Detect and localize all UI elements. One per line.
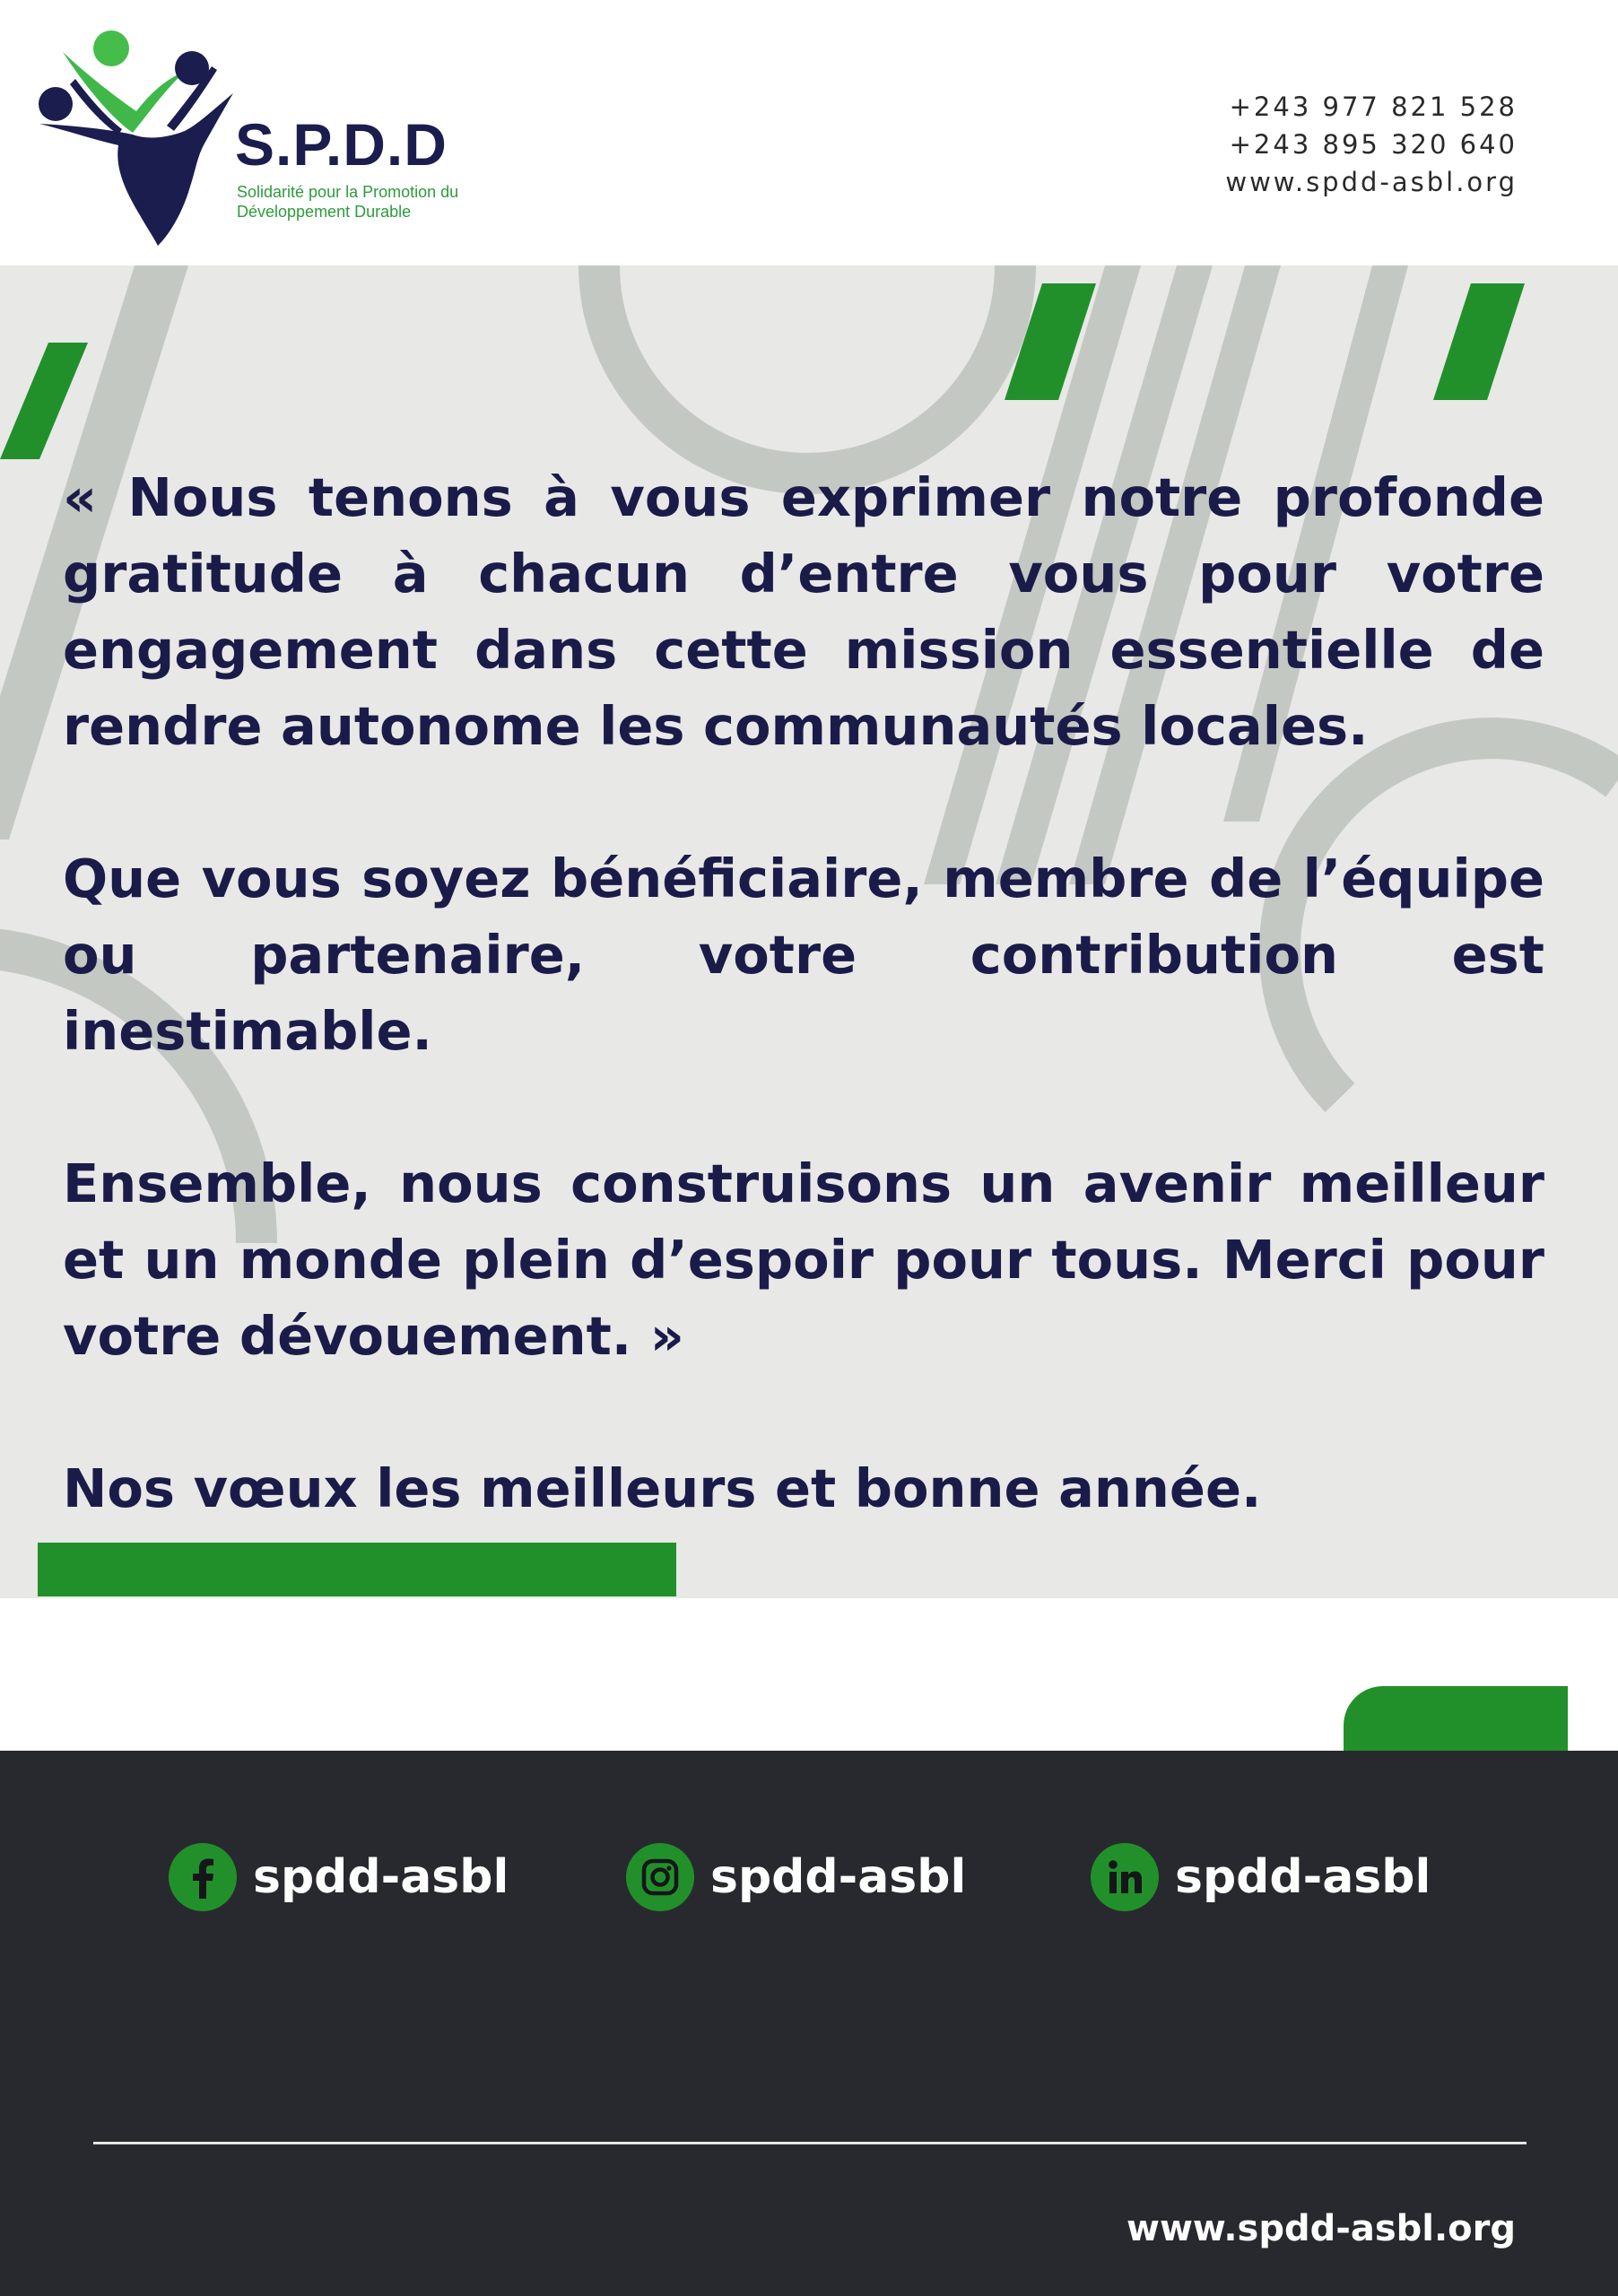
footer-divider (93, 2142, 1527, 2144)
message-panel (0, 265, 1618, 1598)
contact-block (1225, 88, 1518, 201)
social-link-facebook[interactable] (169, 1842, 509, 1912)
social-link-instagram[interactable] (626, 1842, 966, 1912)
message-body (63, 459, 1544, 1526)
logo-subtitle-line-2: Développement Durable (237, 203, 412, 221)
spdd-logo (32, 25, 459, 249)
facebook-icon (169, 1843, 237, 1911)
header-website-link[interactable]: www.spdd-asbl.org (1225, 167, 1518, 197)
green-corner-tab (1344, 1686, 1568, 1752)
phone-number-2[interactable]: +243 895 320 640 (1229, 129, 1518, 160)
instagram-icon (626, 1843, 694, 1911)
message-paragraph-2: Que vous soyez bénéficiaire, membre de l’équipe ou partenaire, votre contribution est inestimable. (63, 848, 1544, 1062)
facebook-handle: spdd-asbl (253, 1850, 509, 1904)
logo-title: S.P.D.D (235, 111, 448, 178)
green-accent-bar (38, 1543, 676, 1596)
message-paragraph-1: « Nous tenons à vous exprimer notre profonde gratitude à chacun d’entre vous pour votre engagement dans cette mission essentielle de rendre autonome les communautés locales. (63, 466, 1544, 757)
header (0, 0, 1618, 265)
phone-number-1[interactable]: +243 977 821 528 (1229, 91, 1518, 122)
footer (0, 1751, 1618, 2296)
logo-subtitle (237, 182, 470, 222)
africa-people-logo-icon (32, 25, 239, 249)
closing-greeting: Nos vœux les meilleurs et bonne année. (63, 1457, 1262, 1519)
message-paragraph-3: Ensemble, nous construisons un avenir meilleur et un monde plein d’espoir pour tous. Merci pour votre dévouement. » (63, 1152, 1544, 1367)
linkedin-icon (1091, 1843, 1159, 1911)
footer-website-link[interactable]: www.spdd-asbl.org (1127, 2208, 1516, 2249)
linkedin-handle: spdd-asbl (1175, 1850, 1431, 1904)
instagram-handle: spdd-asbl (710, 1850, 967, 1904)
social-link-linkedin[interactable] (1091, 1842, 1431, 1912)
logo-subtitle-line-1: Solidarité pour la Promotion du (237, 183, 459, 201)
